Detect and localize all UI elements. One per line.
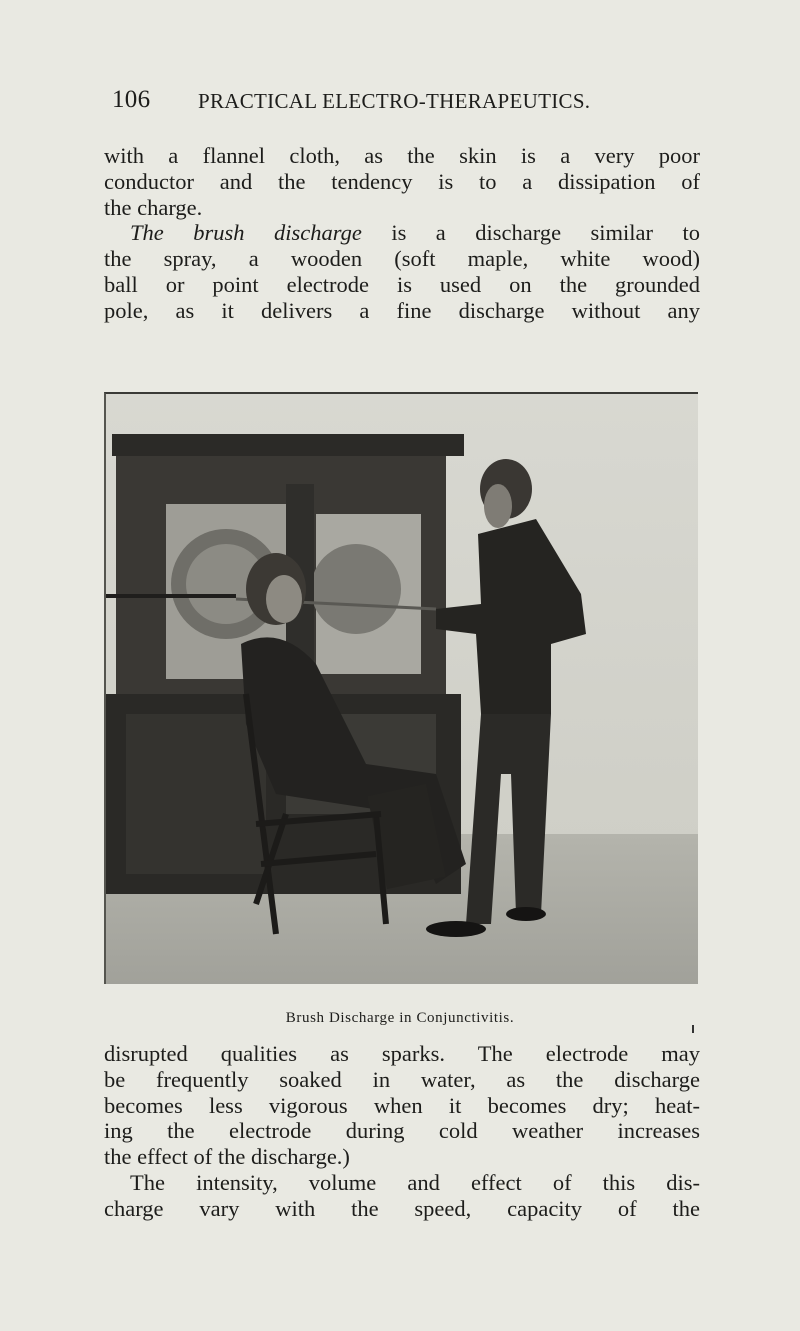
running-title: PRACTICAL ELECTRO-THERAPEUTICS. <box>198 89 591 113</box>
photograph-illustration <box>106 394 698 984</box>
text-line <box>104 220 700 246</box>
text-line: charge vary with the speed, capacity of the <box>104 1195 700 1221</box>
text-line: ing the electrode during cold weather increases <box>104 1118 700 1144</box>
text-segment: is a discharge similar to <box>361 220 700 246</box>
text-line: the charge. <box>104 194 203 220</box>
page-number: 106 <box>112 86 151 113</box>
paragraph-before-figure <box>104 143 700 324</box>
running-head <box>112 86 712 116</box>
paragraph-after-figure <box>104 1041 700 1222</box>
text-line: becomes less vigorous when it becomes dry; heat- <box>104 1092 700 1118</box>
text-line: the effect of the discharge.) <box>104 1144 350 1170</box>
photograph-brush-discharge <box>104 392 698 984</box>
text-line: the spray, a wooden (soft maple, white wood) <box>104 246 700 272</box>
figure-caption: Brush Discharge in Conjunctivitis. <box>285 1010 515 1026</box>
text-line: pole, as it delivers a fine discharge without any <box>104 297 700 323</box>
text-line: The intensity, volume and effect of this dis- <box>130 1169 700 1195</box>
text-line: be frequently soaked in water, as the discharge <box>104 1066 700 1092</box>
italic-term: The brush discharge <box>130 220 362 246</box>
text-line: disrupted qualities as sparks. The electrode may <box>104 1041 700 1066</box>
text-line: conductor and the tendency is to a dissipation of <box>104 168 700 194</box>
text-line: ball or point electrode is used on the grounded <box>104 271 700 297</box>
print-mark <box>692 1025 694 1033</box>
text-line: with a flannel cloth, as the skin is a very poor <box>104 143 700 168</box>
